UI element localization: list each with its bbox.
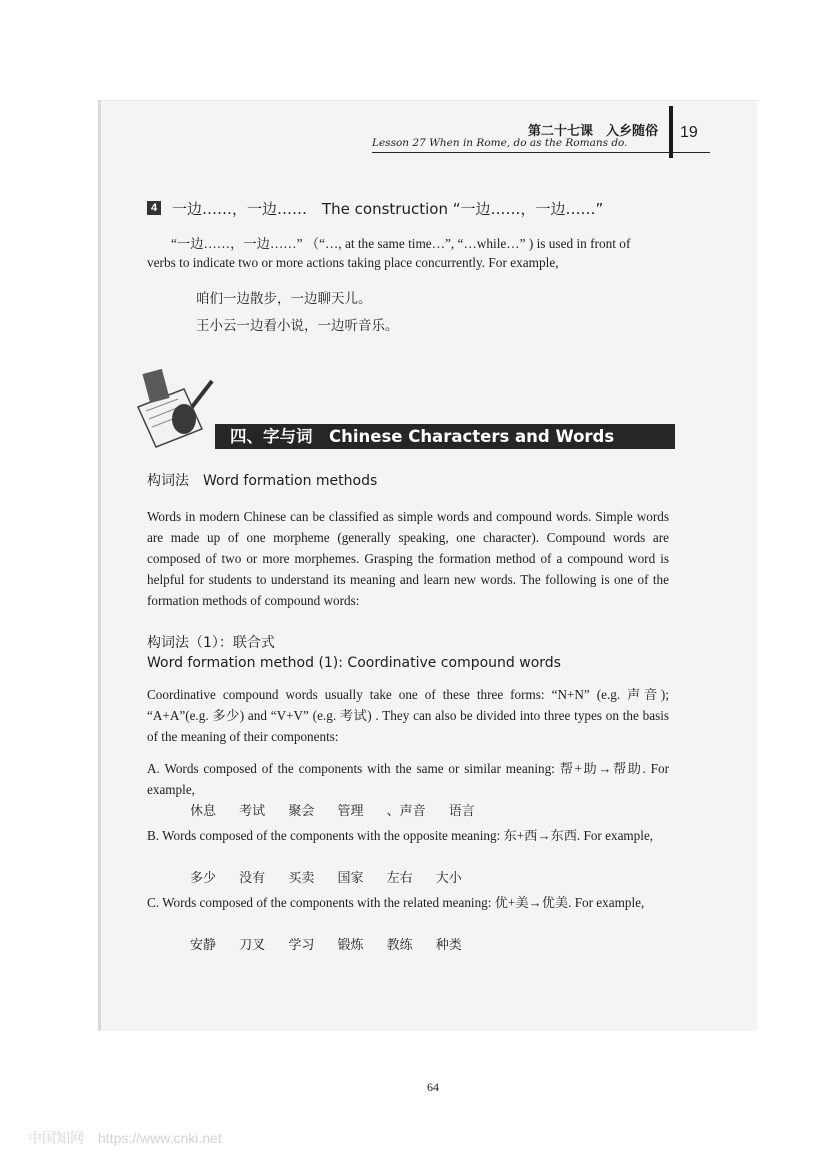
method-intro-paragraph: Coordinative compound words usually take one of these three forms: “N+N” (e.g. 声音); “A+A”(e.g. 多少) and “V+V” (e.g. 考试) . They can also be divided into three types on the basis of the meaning of their components: (147, 687, 669, 744)
group-a-words (190, 800, 494, 819)
book-page-number: 19 (680, 124, 698, 141)
word-item: 考试 (239, 804, 266, 819)
book-and-pen-icon (132, 367, 218, 449)
section-number-badge: 4 (147, 201, 161, 215)
header-rule (372, 152, 710, 153)
word-item: 国家 (337, 871, 364, 886)
word-item: 、声音 (386, 804, 426, 819)
word-item: 锻炼 (337, 938, 364, 953)
word-item: 种类 (435, 938, 462, 953)
word-item: 教练 (386, 938, 413, 953)
group-c-words (190, 934, 481, 953)
word-formation-paragraph: Words in modern Chinese can be classified as simple words and compound words. Simple words are made up of one morpheme (generally speaking, one character). Compound words are composed of two or more morphemes. Grasping the formation method of a compound word is helpful for students to understand its meaning and learn new words. The following is one of the formation methods of compound words: (147, 509, 669, 608)
section-title: 一边……，一边…… The construction “一边……，一边……” (172, 200, 604, 218)
method-heading-chinese: 构词法（1）：联合式 (147, 635, 275, 651)
section-banner: 四、字与词 Chinese Characters and Words (215, 424, 675, 449)
word-item: 休息 (190, 804, 217, 819)
word-item: 大小 (435, 871, 462, 886)
method-heading-english: Word formation method (1): Coordinative compound words (147, 655, 561, 671)
group-b-description: B. Words composed of the components with the opposite meaning: 东+西→东西. For example, (147, 828, 654, 843)
group-a-description: A. Words composed of the components with the same or similar meaning: 帮+助→帮助. For example, (147, 761, 669, 797)
example-sentence-2: 王小云一边看小说，一边听音乐。 (196, 318, 399, 334)
cnki-watermark: 中国知网 https://www.cnki.net (28, 1130, 222, 1146)
word-item: 学习 (288, 938, 315, 953)
word-item: 买卖 (288, 871, 315, 886)
word-item: 多少 (190, 871, 217, 886)
explanation-line-2: verbs to indicate two or more actions taking place concurrently. For example, (147, 255, 559, 270)
word-item: 左右 (386, 871, 413, 886)
lesson-title-chinese: 第二十七课 入乡随俗 (528, 124, 659, 139)
group-c-description: C. Words composed of the components with the related meaning: 优+美→优美. For example, (147, 895, 645, 910)
word-item: 安静 (190, 938, 217, 953)
word-item: 语言 (448, 804, 475, 819)
lesson-title-english: Lesson 27 When in Rome, do as the Romans do. (372, 137, 628, 149)
word-item: 管理 (337, 804, 364, 819)
group-b-words (190, 867, 481, 886)
example-sentence-1: 咱们一边散步，一边聊天儿。 (196, 291, 372, 307)
word-item: 没有 (239, 871, 266, 886)
word-item: 刀叉 (239, 938, 266, 953)
page-number: 64 (427, 1080, 439, 1094)
header-vertical-bar (669, 106, 673, 158)
word-formation-heading: 构词法 Word formation methods (147, 473, 378, 489)
word-item: 聚会 (288, 804, 315, 819)
explanation-line-1: “一边……，一边……” （“…, at the same time…”, “…while…” ) is used in front of (171, 236, 631, 251)
